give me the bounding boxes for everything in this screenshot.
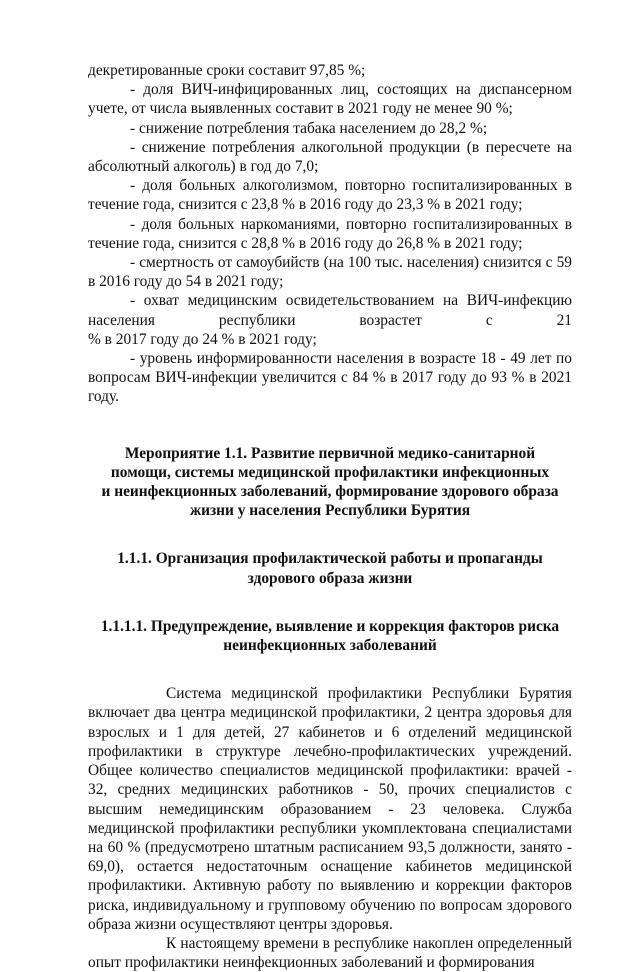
list-item: - снижение потребления табака населением до 28,2 %; <box>130 119 488 137</box>
list-item-continuation: % в 2017 году до 24 % в 2021 году; <box>88 330 317 348</box>
document-page <box>88 61 572 972</box>
list-item: - доля больных алкоголизмом, повторно госпитализированных в течение года, снизится с 23,8 % в 2016 году до 23,3 % в 2021 году; <box>88 177 572 214</box>
intro-list <box>88 61 572 407</box>
list-item: - снижение потребления алкогольной продукции (в пересчете на абсолютный алкоголь) в год до 7,0; <box>88 138 572 176</box>
list-item: - доля больных наркоманиями, повторно госпитализированных в течение года, снизится с 28,8 % в 2016 году до 26,8 % в 2021 году; <box>88 215 572 252</box>
heading-line: неинфекционных заболеваний <box>223 637 437 655</box>
heading-line: и неинфекционных заболеваний, формирование здорового образа <box>101 483 559 501</box>
heading-line: помощи, системы медицинской профилактики инфекционных <box>110 463 550 481</box>
list-item: - доля ВИЧ-инфицированных лиц, состоящих на диспансерном учете, от числа выявленных составит в 2021 году не менее 90 %; <box>88 81 572 118</box>
list-item: декретированные сроки составит 97,85 %; <box>88 62 366 79</box>
heading-line: здорового образа жизни <box>247 569 413 587</box>
body-paragraph: Система медицинской профилактики Республики Бурятия включает два центра медицинской профилактики, 2 центра здоровья для взрослых и 1 для детей, 27 кабинетов и 6 отделений медицинской профилактики в структуре лечебно-профилактических учреждений. Общее количество специалистов медицинской профилактики: врачей - 32, средних медицинских работников - 50, прочих специалистов с высшим немедицинским образованием - 23 человека. Служба медицинской профилактики республики укомплектована специалистами на 60 % (предусмотрено штатным расписанием 93,5 должности, занято - 69,0), остается недостаточным оснащение кабинетов медицинской профилактики. Активную работу по выявлению и коррекции факторов риска, индивидуальному и групповому обучению по вопросам здорового образа жизни осуществляют центры здоровья. <box>88 685 572 933</box>
list-item: - охват медицинским освидетельствованием на ВИЧ-инфекцию населения республики возрастет с 21 <box>88 292 572 329</box>
section-body <box>88 684 572 972</box>
list-item: - смертность от самоубийств (на 100 тыс. населения) снизится с 59 в 2016 году до 54 в 2021 году; <box>88 254 572 291</box>
section-heading-1-1-1-1 <box>88 617 572 655</box>
body-paragraph: К настоящему времени в республике накоплен определенный опыт профилактики неинфекционных заболеваний и формирования <box>88 934 572 972</box>
section-heading-1-1-1 <box>88 549 572 587</box>
list-item: - уровень информированности населения в возрасте 18 - 49 лет по вопросам ВИЧ-инфекции увеличится с 84 % в 2017 году до 93 % в 2021 году. <box>88 350 572 406</box>
heading-line: 1.1.1. Организация профилактической работы и пропаганды <box>117 550 543 568</box>
heading-line: жизни у населения Республики Бурятия <box>189 502 471 520</box>
section-heading-main <box>88 444 572 521</box>
heading-line: 1.1.1.1. Предупреждение, выявление и коррекция факторов риска <box>100 617 560 635</box>
heading-line: Мероприятие 1.1. Развитие первичной медико-санитарной <box>124 444 536 462</box>
